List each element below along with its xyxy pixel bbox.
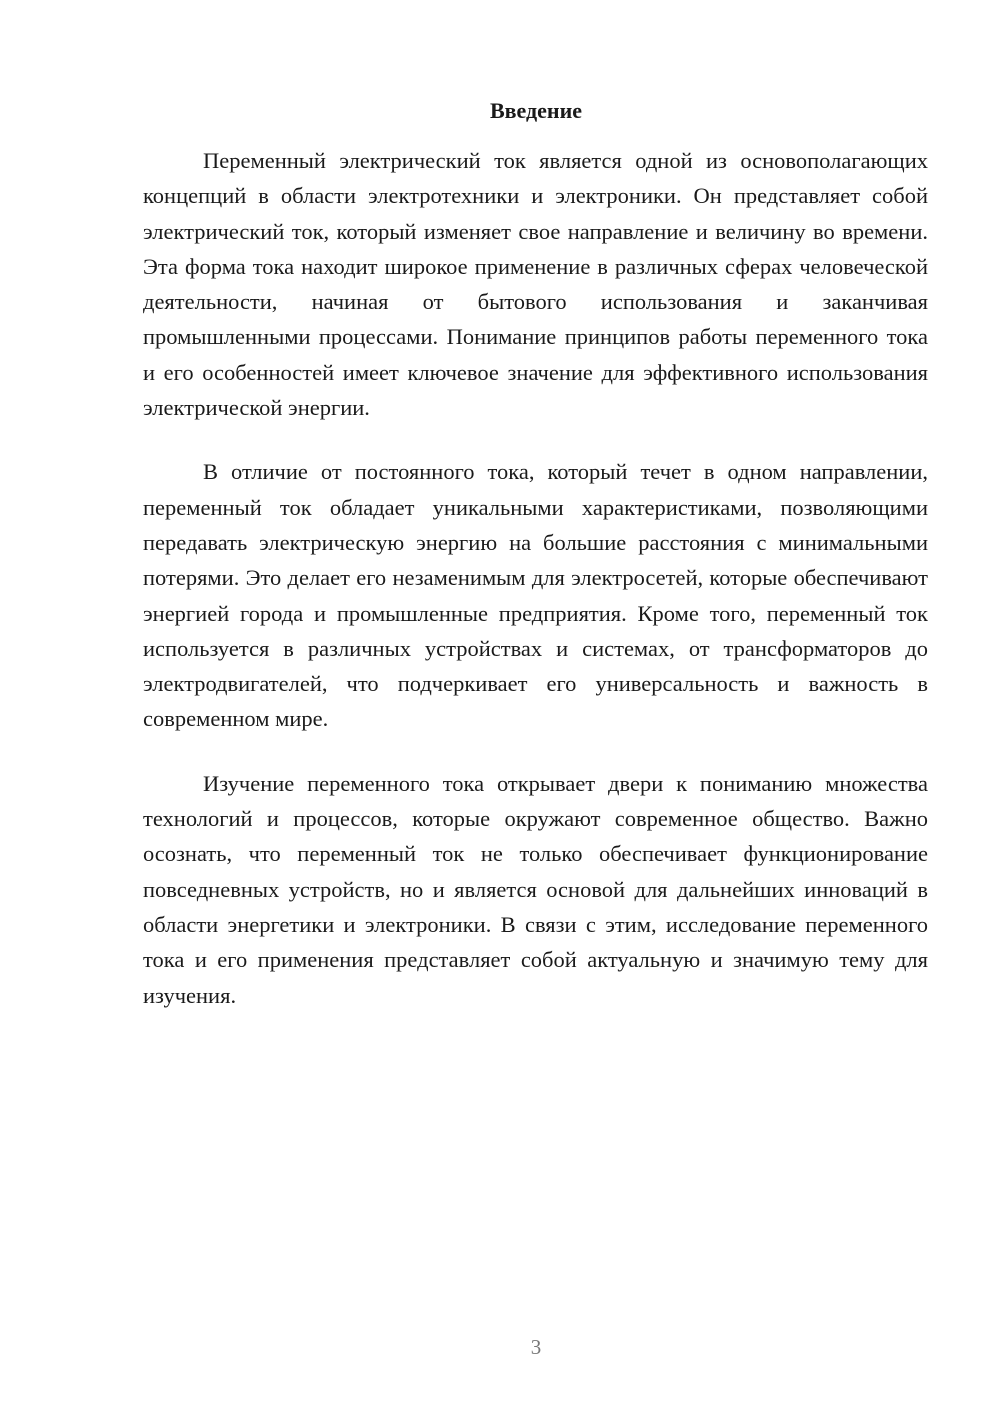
paragraph-1: Переменный электрический ток является одной из основополагающих концепций в области электротехники и электроники. Он представляет собой электрический ток, который изменяет свое направление и величину во времени. Эта форма тока находит широкое применение в различных сферах человеческой деятельности, начиная от бытового использования и заканчивая промышленными процессами. Понимание принципов работы переменного тока и его особенностей имеет ключевое значение для эффективного использования электрической энергии. [143,148,928,421]
page-title: Введение [489,98,583,123]
body-text [143,143,928,1042]
page-number: 3 [530,1335,542,1359]
paragraph-2: В отличие от постоянного тока, который течет в одном направлении, переменный ток обладает уникальными характеристиками, позволяющими передавать электрическую энергию на большие расстояния с минимальными потерями. Это делает его незаменимым для электросетей, которые обеспечивают энергией города и промышленные предприятия. Кроме того, переменный ток используется в различных устройствах и системах, от трансформаторов до электродвигателей, что подчеркивает его универсальность и важность в современном мире. [143,459,928,732]
paragraph-3: Изучение переменного тока открывает двери к пониманию множества технологий и процессов, которые окружают современное общество. Важно осознать, что переменный ток не только обеспечивает функционирование повседневных устройств, но и является основой для дальнейших инноваций в области энергетики и электроники. В связи с этим, исследование переменного тока и его применения представляет собой актуальную и значимую тему для изучения. [143,770,928,1008]
